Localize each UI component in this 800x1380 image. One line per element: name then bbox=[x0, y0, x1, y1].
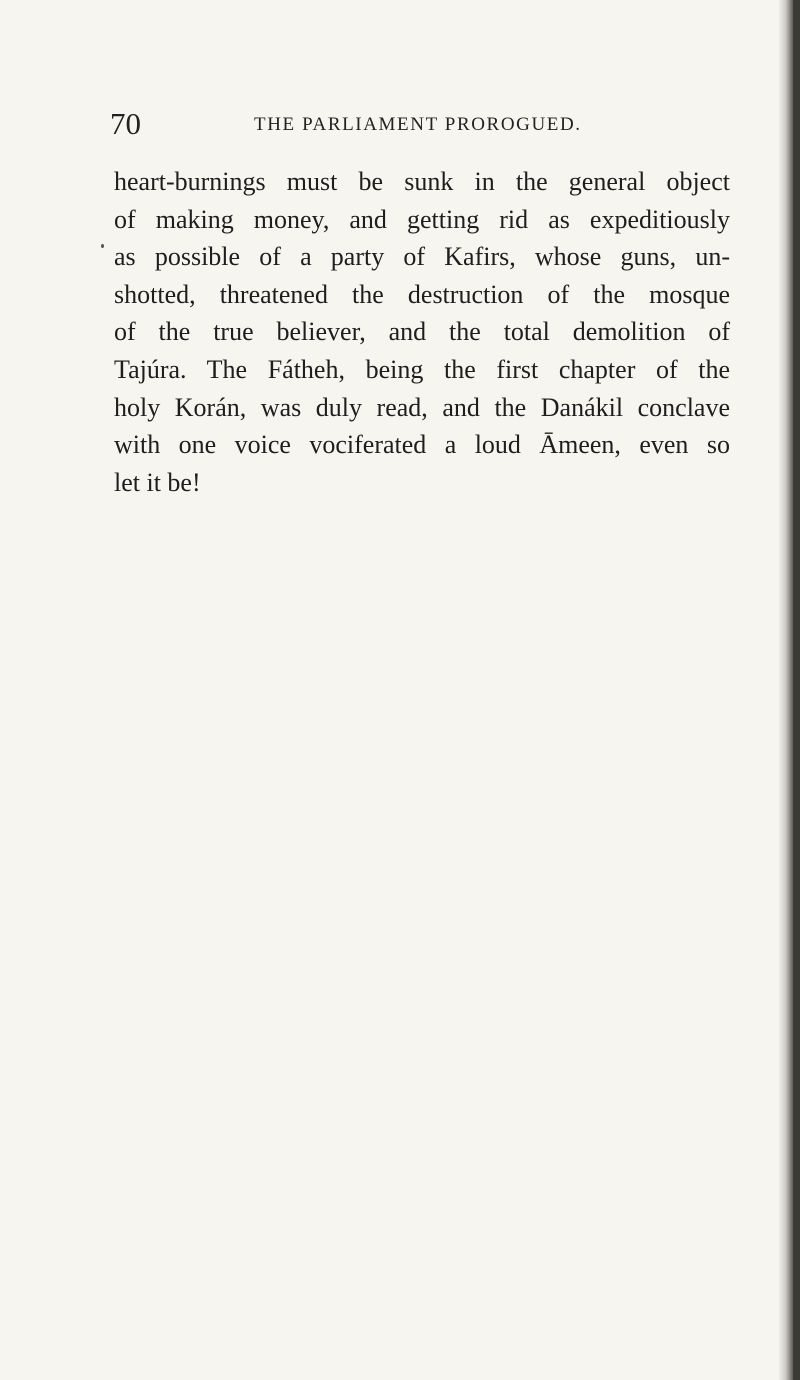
text-line: of the true believer, and the total demolition of bbox=[114, 317, 730, 347]
text-line: let it be! bbox=[114, 467, 201, 497]
text-line: heart-burnings must be sunk in the general object bbox=[114, 167, 730, 196]
page-number: 70 bbox=[110, 106, 141, 141]
text-line: of making money, and getting rid as expeditiously bbox=[114, 204, 730, 234]
body-paragraph bbox=[114, 163, 730, 501]
running-head: THE PARLIAMENT PROROGUED. bbox=[254, 114, 582, 135]
print-speck bbox=[101, 244, 104, 248]
text-line: shotted, threatened the destruction of the mosque bbox=[114, 279, 730, 309]
page-header bbox=[110, 104, 750, 144]
text-line: Tajúra. The Fátheh, being the first chapter of the bbox=[114, 354, 730, 384]
text-line: holy Korán, was duly read, and the Danákil conclave bbox=[114, 392, 730, 422]
text-line: as possible of a party of Kafirs, whose guns, un- bbox=[114, 242, 730, 272]
text-line: with one voice vociferated a loud Āmeen, even so bbox=[114, 430, 730, 460]
page-edge bbox=[793, 0, 800, 1380]
